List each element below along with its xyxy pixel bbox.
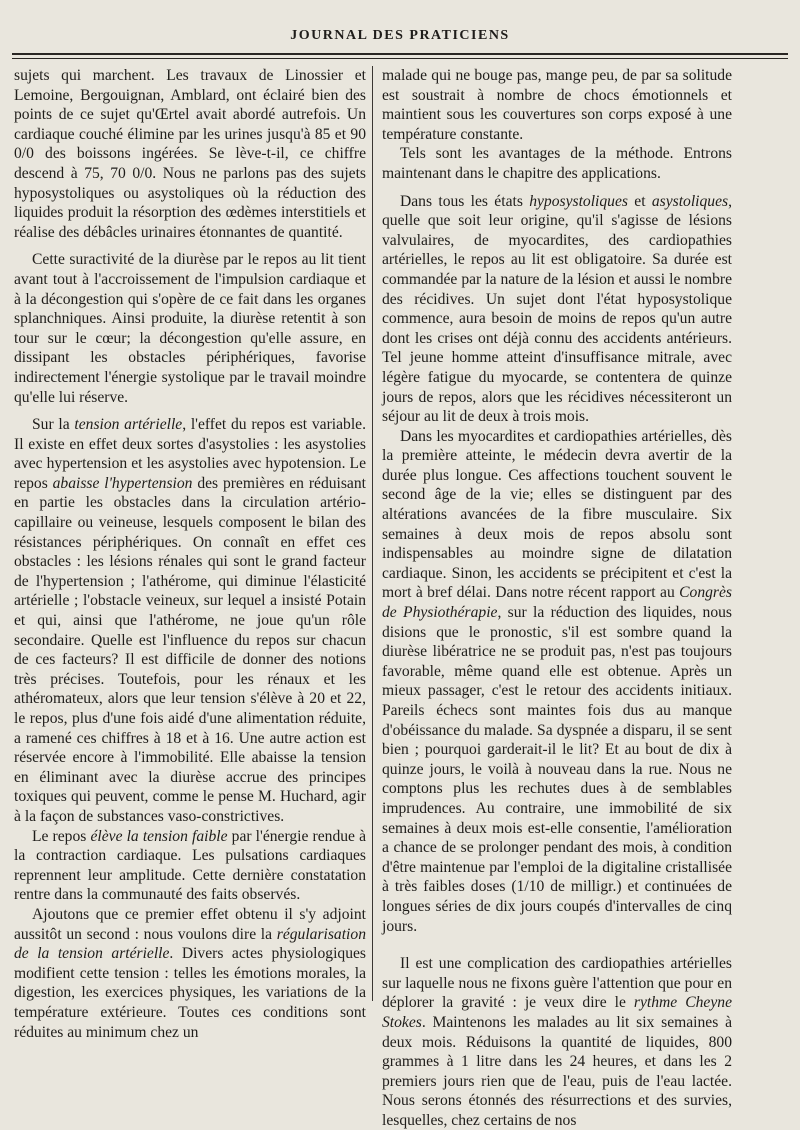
paragraph: Cette suractivité de la diurèse par le repos au lit tient avant tout à l'accroissement de l'impulsion cardiaque et à la décongestion qui s'opère de ce fait dans les organes splanchniques. Ainsi produite, la diurèse retentit à son tour sur le cœur; la décongestion qu'elle assure, en dissipant les obstacles périphériques, favorise indirectement l'énergie systolique par le travail moindre qu'elle lui réserve.	[14, 251, 366, 406]
paragraph: Sur la tension artérielle, l'effet du repos est variable. Il existe en effet deux sortes d'asystolies : les asystolies avec hypertension et les asystolies avec hypotension. Le repos abaisse l'hypertension des premières en réduisant en partie les obstacles dans la circulation artério-capillaire ou veineuse, lesquels composent le bilan des résistances périphériques. On connaît en effet ces obstacles : les lésions rénales qui sont le grand facteur de l'hypertension ; l'athérome, qui diminue l'élasticité artérielle ; l'obstacle veineux, sur lequel a insisté Potain et qui, ainsi que l'athérome, ne joue qu'un rôle secondaire. Quelle est l'influence du repos sur chacun de ces facteurs? Il est difficile de donner des notions très précises. Toutefois, pour les rénaux et les athéromateux, alors que leur tension s'élève à 20 et 22, le repos, plus d'une fois aidé d'une alimentation réduite, a ramené ces chiffres à 18 et à 16. Une autre action est réservée encore à l'immobilité. Elle abaisse la tension en éliminant avec la diurèse accrue des principes toxiques qui peuvent, comme le pense M. Huchard, agir à la façon de substances vaso-constrictives.	[14, 416, 366, 825]
paragraph: Il est une complication des cardiopathies artérielles sur laquelle nous ne fixons guère l'attention que pour en déplorer la gravité : je veux dire le rythme Cheyne Stokes. Maintenons les malades au lit six semaines à deux mois. Réduisons la quantité de liquides, 800 grammes à 1 litre dans les 24 heures, et dans les 2 premiers jours rien que de l'eau, puis de l'eau lactée. Nous serons étonnés des résurrections et des survies, lesquelles, chez certains de nos	[382, 955, 732, 1129]
italic-term: élève la tension faible	[90, 827, 228, 845]
italic-term: tension artérielle	[74, 416, 183, 434]
header-rule-thin	[12, 58, 788, 59]
paragraph: Ajoutons que ce premier effet obtenu il s'y adjoint aussitôt un second : nous voulons dire la régularisation de la tension artérielle. Divers actes physiologiques modifient cette tension : telles les émotions morales, la digestion, les exercices physiques, les variations de la température extérieure. Toutes ces conditions sont réduites au minimum chez un	[14, 905, 366, 1041]
italic-term: abaisse l'hypertension	[52, 474, 193, 492]
right-column	[382, 66, 732, 1129]
italic-term: asystoliques	[651, 192, 729, 210]
running-header: JOURNAL DES PRATICIENS	[290, 28, 510, 43]
header-rule	[12, 53, 788, 55]
left-column	[14, 66, 366, 1039]
column-divider	[372, 66, 373, 1001]
paragraph: malade qui ne bouge pas, mange peu, de par sa solitude est soustrait à nombre de chocs émotionnels et maintient sous les couvertures son corps exposé à une température constante.	[382, 67, 732, 143]
italic-term: régularisation de la tension artérielle	[14, 925, 366, 963]
italic-term: hyposystoliques	[529, 192, 628, 210]
italic-term: Congrès de Physiothérapie	[382, 584, 732, 622]
paragraph: Le repos élève la tension faible par l'énergie rendue à la contraction cardiaque. Les pulsations cardiaques reprennent leur amplitude. Cette dernière constatation rentre dans la communauté des faits observés.	[14, 827, 366, 904]
paragraph: Dans tous les états hyposystoliques et asystoliques, quelle que soit leur origine, qu'il s'agisse de lésions valvulaires, de myocardites, des cardiopathies artérielles, le repos au lit est obligatoire. Sa durée est commandée par la nature de la lésion et aussi le nombre des récidives. Un sujet dont l'état hyposystolique commence, aura besoin de moins de repos qu'un autre dont les crises ont déjà connu des accidents antérieurs. Tel jeune homme atteint d'insuffisance mitrale, avec légère fatigue du myocarde, se contentera de quinze jours de repos, alors que les récidives nécessiteront un séjour au lit de deux à trois mois.	[382, 192, 732, 426]
paragraph: Tels sont les avantages de la méthode. Entrons maintenant dans le chapitre des applications.	[382, 145, 732, 182]
paragraph: sujets qui marchent. Les travaux de Linossier et Lemoine, Bergouignan, Amblard, ont éclairé bien des points de ce sujet qu'Œrtel avait abordé autrefois. Un cardiaque couché élimine par les urines jusqu'à 85 et 90 0/0 des boissons ingérées. Se lève-t-il, ce chiffre descend à 75, 70 0/0. Nous ne parlons pas des sujets hyposystoliques ou asystoliques où la réduction des liquides produit la résorption des œdèmes interstitiels et réalise des débâcles urinaires étonnantes de quantité.	[14, 67, 366, 241]
italic-term: rythme Cheyne Stokes	[382, 994, 732, 1031]
paragraph: Dans les myocardites et cardiopathies artérielles, dès la première atteinte, le médecin devra avertir de la durée plus longue. Ces affections touchent souvent le second âge de la vie; elles se distinguent par des altérations avancées de la fibre musculaire. Six semaines à deux mois de repos absolu sont indispensables au moindre signe de dilatation cardiaque. Sinon, les accidents se précipitent et c'est la mort à bref délai. Dans notre récent rapport au Congrès de Physiothérapie, sur la réduction des liquides, nous disions que le pronostic, s'il est sombre quand la diurèse libératrice ne se produit pas, n'est pas toujours favorable, même quand elle est obtenue. Après un mieux passager, c'est le retour des accidents initiaux. Pareils échecs sont maintes fois dus au manque d'obéissance du malade. Sa dyspnée a disparu, il se sent bien ; pourquoi garderait-il le lit? Et au bout de dix à quinze jours, le voilà à nouveau dans la rue. Nous ne comptons plus les rechutes dues à de semblables imprudences. Au contraire, une immobilité de six semaines à deux mois est-elle consentie, l'amélioration a chance de se prolonger pendant des mois, à condition d'être maintenue par l'emploi de la digitaline cristallisée à très faibles doses (1/10 de milligr.) et continuées de longues séries de dix jours coupés d'intervalles de cinq jours.	[382, 427, 732, 935]
